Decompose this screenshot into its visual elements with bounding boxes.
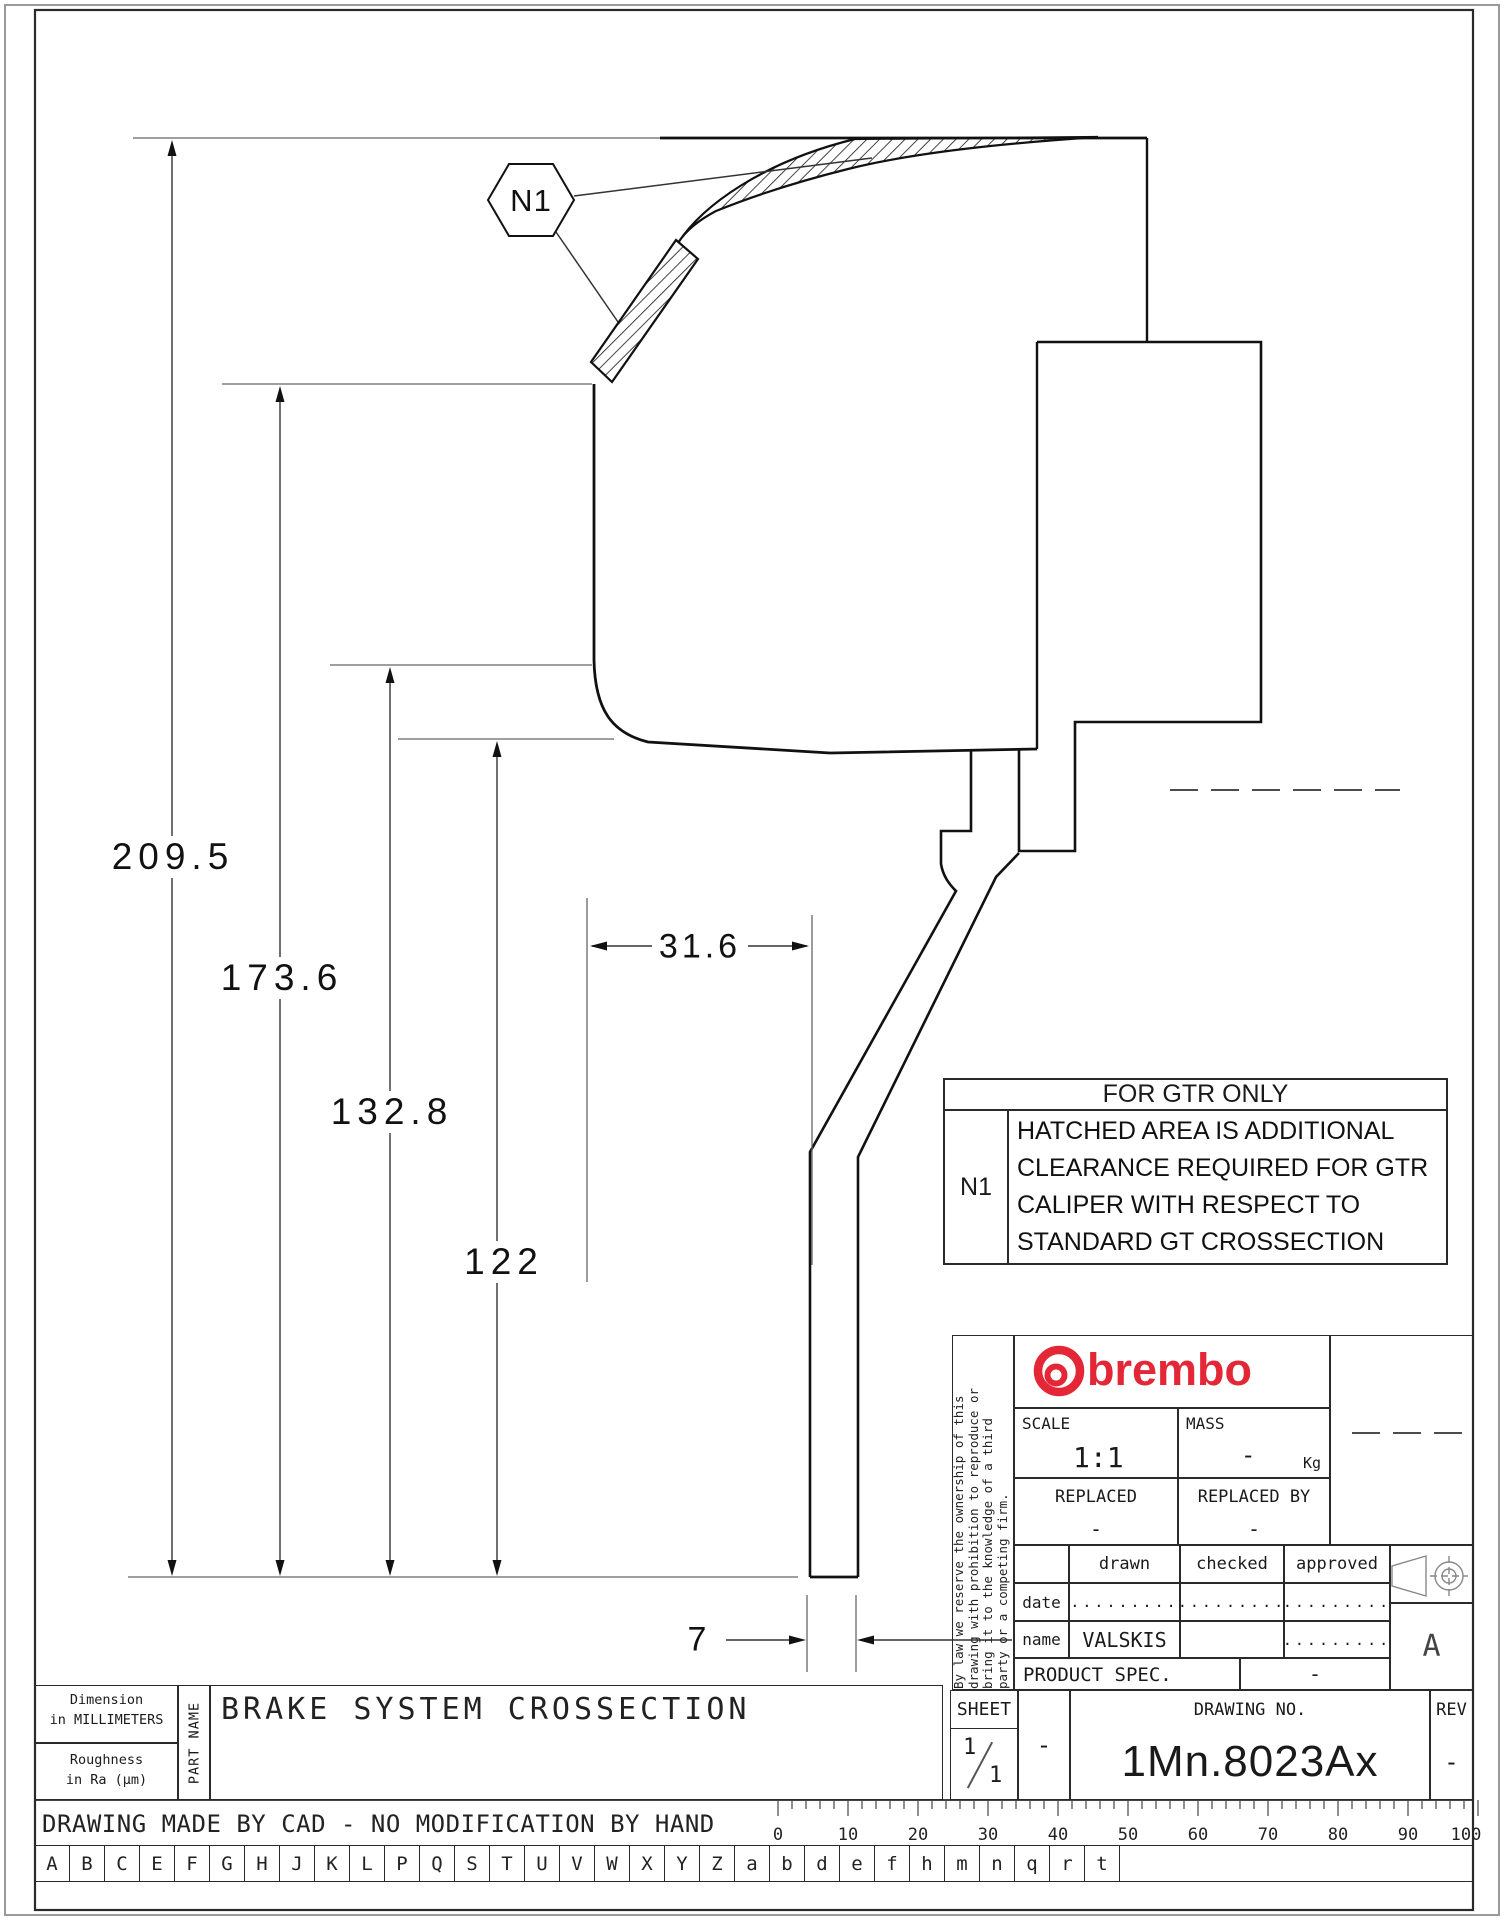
svg-text:40: 40	[1047, 1825, 1069, 1845]
drawn-header: drawn	[1069, 1545, 1180, 1583]
rev-value: -	[1444, 1748, 1459, 1776]
body-left-and-bottom-edge	[594, 384, 1037, 753]
index-letter-cell: V	[560, 1846, 595, 1881]
gtr-note-header: FOR GTR ONLY	[945, 1080, 1446, 1111]
dim-value-173: 173.6	[215, 957, 350, 999]
index-letter-cell: B	[70, 1846, 105, 1881]
index-letter-cell: q	[1015, 1846, 1050, 1881]
disclaimer-text-wrap	[952, 1335, 1014, 1690]
index-letter-cell: S	[455, 1846, 490, 1881]
roughness-note-line1: Roughness	[69, 1752, 144, 1768]
index-letter-cell: a	[735, 1846, 770, 1881]
drawing-no-label: DRAWING NO.	[1193, 1700, 1307, 1720]
svg-text:0: 0	[772, 1825, 784, 1845]
product-spec-label-cell	[1014, 1658, 1240, 1690]
part-name-label: PART NAME	[186, 1701, 203, 1785]
index-letter-cell: X	[630, 1846, 665, 1881]
mass-cell	[1178, 1408, 1330, 1478]
date-approved-cell: .........	[1284, 1583, 1390, 1621]
date-label-cell: date	[1014, 1583, 1069, 1621]
ruler-numbers	[773, 1825, 1481, 1845]
dim-value-31: 31.6	[653, 928, 747, 967]
checked-header: checked	[1180, 1545, 1284, 1583]
gtr-note-text	[1017, 1113, 1442, 1261]
drawing-no-value: 1Mn.8023Ax	[1121, 1737, 1379, 1786]
disclaimer-line-1: By law we reserve the ownership of this	[951, 1395, 966, 1689]
part-title: BRAKE SYSTEM CROSSECTION	[221, 1692, 751, 1727]
mass-label: MASS	[1186, 1414, 1225, 1433]
dimension-note-line1: Dimension	[69, 1692, 144, 1708]
index-letter-cell: d	[805, 1846, 840, 1881]
index-letter-cell: Z	[700, 1846, 735, 1881]
hatched-diagonal-clearance-band	[591, 240, 698, 382]
sheet-total: 1	[989, 1763, 1003, 1788]
mass-value: -	[1241, 1441, 1256, 1469]
sheet-label: SHEET	[951, 1691, 1017, 1729]
disclaimer-line-3: bring it to the knowledge of a third	[980, 1418, 995, 1689]
svg-text:50: 50	[1117, 1825, 1139, 1845]
part-title-cell	[210, 1685, 943, 1800]
svg-text:20: 20	[907, 1825, 929, 1845]
mounting-lug-outline	[1019, 342, 1261, 851]
replaced-value: -	[1089, 1517, 1103, 1541]
drawing-no-cell	[1070, 1690, 1430, 1800]
replaced-by-value: -	[1247, 1517, 1261, 1541]
product-spec-value-cell: -	[1240, 1658, 1390, 1690]
roughness-units-cell	[35, 1743, 178, 1800]
index-letter-cell: h	[910, 1846, 945, 1881]
date-drawn-cell: .........	[1069, 1583, 1180, 1621]
name-approved-cell: .........	[1284, 1621, 1390, 1658]
name-drawn-cell: VALSKIS	[1069, 1621, 1180, 1658]
name-checked-cell	[1180, 1621, 1284, 1658]
mass-unit: Kg	[1302, 1454, 1321, 1472]
index-letter-cell: t	[1085, 1846, 1120, 1881]
index-letter-cell: P	[385, 1846, 420, 1881]
n1-callout-label: N1	[510, 183, 552, 218]
index-letter-cell: T	[490, 1846, 525, 1881]
index-letter-cell: r	[1050, 1846, 1085, 1881]
dim-value-122: 122	[458, 1241, 550, 1283]
dim-value-209: 209.5	[106, 836, 241, 878]
svg-text:10: 10	[837, 1825, 859, 1845]
gtr-note-line-4: STANDARD GT CROSSECTION	[1017, 1228, 1385, 1256]
scale-label: SCALE	[1022, 1414, 1071, 1433]
svg-text:90: 90	[1397, 1825, 1419, 1845]
index-letter-cell: G	[210, 1846, 245, 1881]
dimension-note-line2: in MILLIMETERS	[49, 1712, 164, 1728]
dim-value-132: 132.8	[325, 1091, 460, 1133]
product-spec-label: PRODUCT SPEC.	[1023, 1664, 1172, 1686]
scale-cell	[1014, 1408, 1178, 1478]
brand-wordmark: brembo	[1087, 1344, 1253, 1395]
index-letter-cell: J	[280, 1846, 315, 1881]
index-letter-cell: m	[945, 1846, 980, 1881]
approved-header: approved	[1284, 1545, 1390, 1583]
index-letter-cell: n	[980, 1846, 1015, 1881]
index-letter-cell: W	[595, 1846, 630, 1881]
index-letters-row	[35, 1845, 1473, 1882]
disclaimer-line-2: drawing with prohibition to reproduce or	[965, 1387, 981, 1689]
index-letter-cell: E	[140, 1846, 175, 1881]
index-letter-cell: L	[350, 1846, 385, 1881]
replaced-by-label: REPLACED BY	[1197, 1487, 1311, 1507]
svg-text:80: 80	[1327, 1825, 1349, 1845]
projection-symbol-cell	[1390, 1545, 1473, 1603]
index-letter-cell: b	[770, 1846, 805, 1881]
index-letter-cell: H	[245, 1846, 280, 1881]
hatched-top-clearance-band	[678, 137, 1098, 243]
brand-logo-cell	[1014, 1335, 1330, 1408]
index-letter-cell: C	[105, 1846, 140, 1881]
roughness-note-line2: in Ra (μm)	[65, 1772, 148, 1788]
svg-text:60: 60	[1187, 1825, 1209, 1845]
date-checked-cell: .........	[1180, 1583, 1284, 1621]
dimension-units-cell	[35, 1685, 178, 1743]
gtr-note-line-2: CLEARANCE REQUIRED FOR GTR	[1017, 1154, 1429, 1182]
gtr-note-line-1: HATCHED AREA IS ADDITIONAL	[1017, 1117, 1395, 1145]
index-letter-cell: F	[175, 1846, 210, 1881]
replaced-cell	[1014, 1478, 1178, 1545]
index-letter-cell: K	[315, 1846, 350, 1881]
scale-value: 1:1	[1073, 1441, 1124, 1474]
sheet-num: 1	[963, 1735, 977, 1760]
svg-text:30: 30	[977, 1825, 999, 1845]
cad-note: DRAWING MADE BY CAD - NO MODIFICATION BY HAND	[42, 1810, 715, 1838]
index-letter-cell: f	[875, 1846, 910, 1881]
part-name-wrap	[178, 1685, 210, 1800]
rev-label: REV	[1436, 1700, 1467, 1720]
replaced-by-cell	[1178, 1478, 1330, 1545]
rev-cell	[1430, 1690, 1473, 1800]
index-letter-cell: Q	[420, 1846, 455, 1881]
dim-value-7: 7	[682, 1621, 719, 1660]
format-symbol-cell: A	[1390, 1603, 1473, 1690]
personnel-corner-cell	[1014, 1545, 1069, 1583]
disclaimer-text	[952, 1337, 1012, 1689]
sheet-cell	[950, 1690, 1018, 1800]
reference-cell	[1330, 1335, 1473, 1545]
svg-text:100: 100	[1450, 1825, 1482, 1845]
index-letter-cell: A	[35, 1846, 70, 1881]
gtr-note-ref: N1	[945, 1111, 1009, 1263]
name-label-cell: name	[1014, 1621, 1069, 1658]
replaced-label: REPLACED	[1055, 1487, 1137, 1507]
index-letter-cell: e	[840, 1846, 875, 1881]
ruler-ticks	[778, 1800, 1478, 1816]
middle-dash-cell: -	[1018, 1690, 1070, 1800]
svg-text:70: 70	[1257, 1825, 1279, 1845]
disclaimer-line-4: party or a competing firm.	[994, 1493, 1010, 1689]
index-letter-cell: U	[525, 1846, 560, 1881]
gtr-note-line-3: CALIPER WITH RESPECT TO	[1017, 1191, 1361, 1219]
index-letter-cell: Y	[665, 1846, 700, 1881]
gtr-note-table	[943, 1078, 1448, 1265]
